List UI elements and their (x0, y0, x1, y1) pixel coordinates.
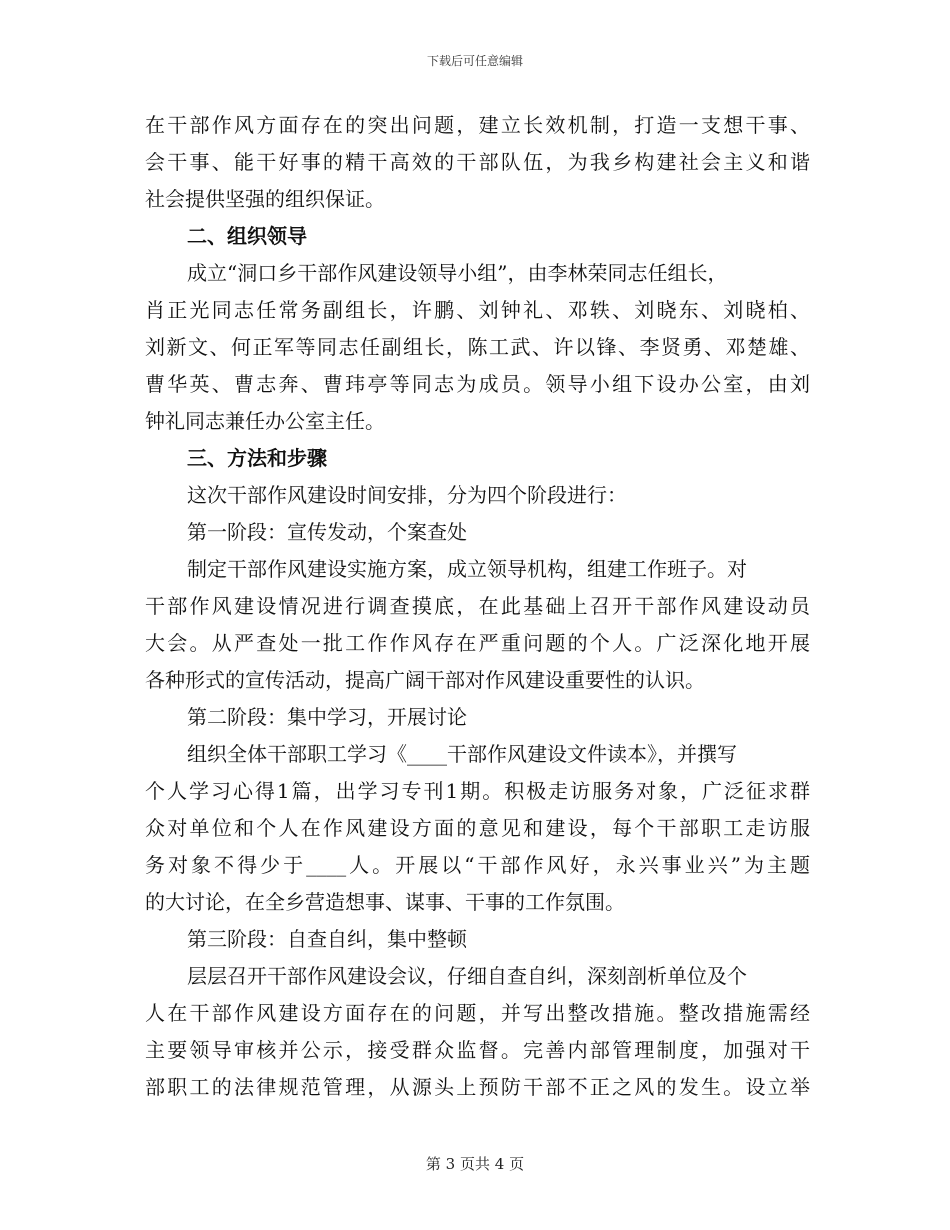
paragraph-line: 部职工的法律规范管理，从源头上预防干部不正之风的发生。设立举 (145, 1075, 810, 1099)
stage-heading: 第二阶段：集中学习，开展讨论 (187, 705, 467, 729)
document-body (145, 107, 810, 1106)
paragraph-line: 刘新文、何正军等同志任副组长，陈工武、许以锋、李贤勇、邓楚雄、 (145, 335, 810, 359)
paragraph-line: 曹华英、曹志奔、曹玮亭等同志为成员。领导小组下设办公室，由刘 (145, 372, 810, 396)
paragraph-line: 这次干部作风建设时间安排，分为四个阶段进行： (187, 483, 627, 507)
paragraph-line: 制定干部作风建设实施方案，成立领导机构，组建工作班子。对 (187, 557, 747, 581)
paragraph-line: 社会提供坚强的组织保证。 (145, 187, 385, 211)
paragraph-line: 在干部作风方面存在的突出问题，建立长效机制，打造一支想干事、 (145, 113, 810, 137)
paragraph-line: 大会。从严查处一批工作作风存在严重问题的个人。广泛深化地开展 (145, 631, 810, 655)
page-header: 下载后可任意编辑 (426, 54, 523, 68)
paragraph-line: 众对单位和个人在作风建设方面的意见和建设，每个干部职工走访服 (145, 816, 810, 840)
paragraph-line: 务对象不得少于____人。开展以“干部作风好，永兴事业兴”为主题 (145, 853, 810, 877)
paragraph-line: 组织全体干部职工学习《____干部作风建设文件读本》，并撰写 (187, 742, 737, 766)
section-heading: 二、组织领导 (187, 224, 307, 248)
stage-heading: 第三阶段：自查自纠，集中整顿 (187, 927, 467, 951)
section-heading: 三、方法和步骤 (187, 446, 327, 470)
paragraph-line: 钟礼同志兼任办公室主任。 (145, 409, 385, 433)
paragraph-line: 各种形式的宣传活动，提高广阔干部对作风建设重要性的认识。 (145, 668, 705, 692)
paragraph-line: 个人学习心得1篇，出学习专刊1期。积极走访服务对象，广泛征求群 (145, 779, 810, 803)
paragraph-line: 的大讨论，在全乡营造想事、谋事、干事的工作氛围。 (145, 890, 625, 914)
paragraph-line: 干部作风建设情况进行调查摸底，在此基础上召开干部作风建设动员 (145, 594, 810, 618)
paragraph-line: 层层召开干部作风建设会议，仔细自查自纠，深刻剖析单位及个 (187, 964, 747, 988)
paragraph-line: 肖正光同志任常务副组长，许鹏、刘钟礼、邓轶、刘晓东、刘晓柏、 (145, 298, 810, 322)
paragraph-line: 成立“洞口乡干部作风建设领导小组”，由李林荣同志任组长， (187, 261, 728, 285)
paragraph-line: 会干事、能干好事的精干高效的干部队伍，为我乡构建社会主义和谐 (145, 150, 810, 174)
paragraph-line: 主要领导审核并公示，接受群众监督。完善内部管理制度，加强对干 (145, 1038, 810, 1062)
page-footer: 第 3 页共 4 页 (425, 1155, 525, 1173)
paragraph-line: 人在干部作风建设方面存在的问题，并写出整改措施。整改措施需经 (145, 1001, 810, 1025)
stage-heading: 第一阶段：宣传发动，个案查处 (187, 520, 467, 544)
